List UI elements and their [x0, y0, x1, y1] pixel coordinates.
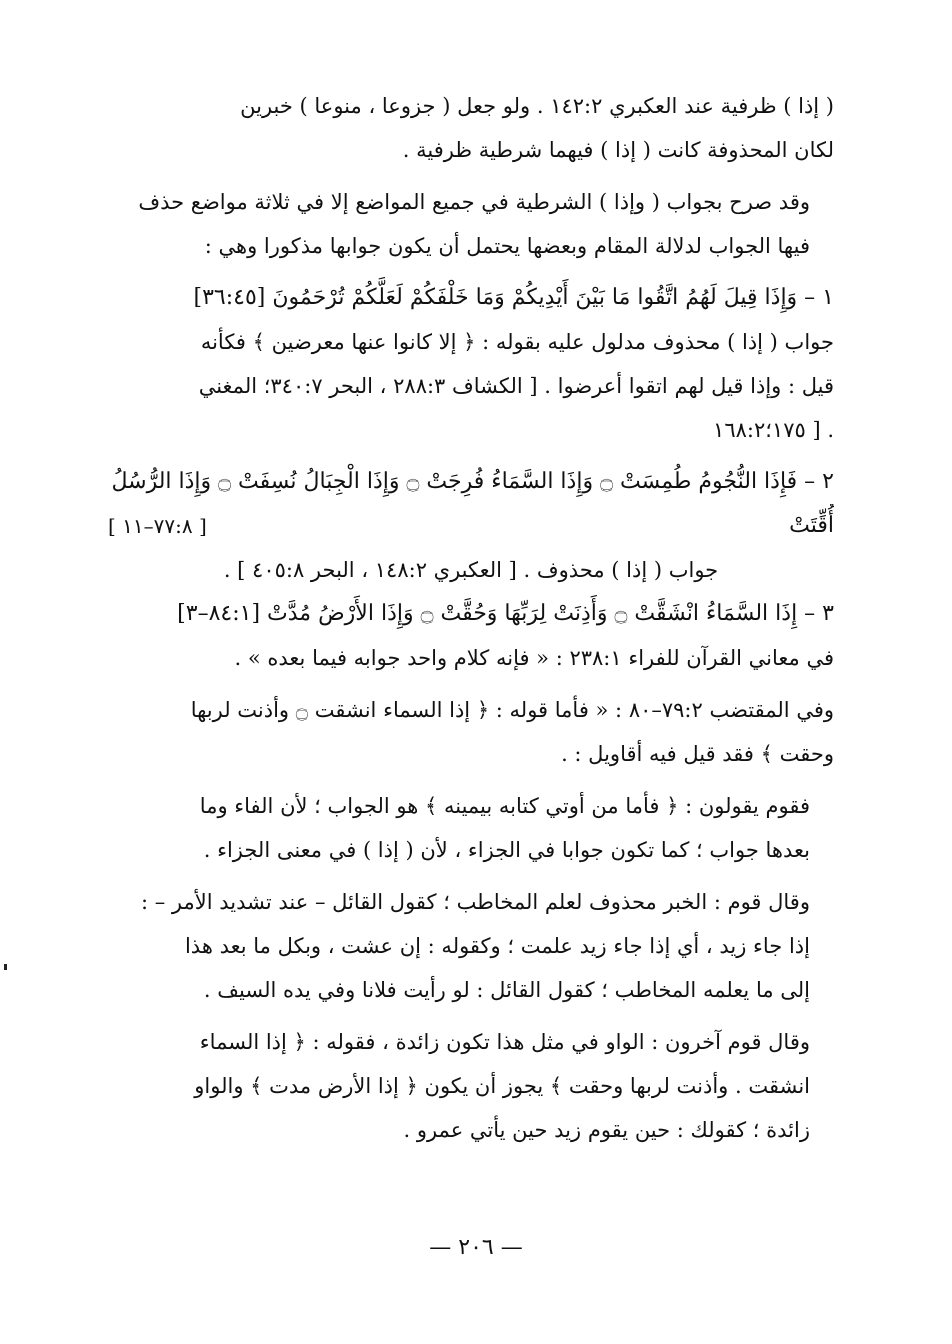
text-line: ( إذا ) ظرفية عند العكبري ١٤٢:٢ . ولو جعل ( جزوعا ، منوعا ) خبرين: [240, 94, 834, 118]
text-line: انشقت . وأذنت لربها وحقت ﴾ يجوز أن يكون ﴿ إذا الأرض مدت ﴾ والواو: [194, 1074, 810, 1098]
quran-verse: ١ – وَإِذَا قِيلَ لَهُمُ اتَّقُوا مَا بَيْنَ أَيْدِيكُمْ وَمَا خَلْفَكُمْ لَعَلَّكُمْ تُرْحَمُونَ [٣٦:٤٥]: [193, 285, 834, 310]
text-line: لكان المحذوفة كانت ( إذا ) فيهما شرطية ظرفية .: [402, 138, 834, 162]
text-line: جواب ( إذا ) محذوف . [ العكبري ١٤٨:٢ ، البحر ٤٠٥:٨ ] .: [223, 558, 719, 582]
paragraph-3: [108, 276, 834, 452]
quran-verse-continuation: أُقِّتَتْ: [789, 513, 834, 538]
paragraph-7: [108, 784, 834, 872]
text-line: وفي المقتضب ٧٩:٢–٨٠ : « فأما قوله : ﴿ إذا السماء انشقت ۝ وأذنت لربها: [190, 698, 834, 722]
text-line: قيل : وإذا قيل لهم اتقوا أعرضوا . [ الكشاف ٢٨٨:٣ ، البحر ٣٤٠:٧؛ المغني: [198, 374, 834, 398]
text-line: إلى ما يعلمه المخاطب ؛ كقول القائل : لو رأيت فلانا وفي يده السيف .: [203, 978, 810, 1002]
paragraph-6: [108, 688, 834, 776]
text-line: وحقت ﴾ فقد قيل فيه أقاويل : .: [561, 742, 834, 766]
text-line: بعدها جواب ؛ كما تكون جوابا في الجزاء ، لأن ( إذا ) في معنى الجزاء .: [203, 838, 810, 862]
paragraph-5: [108, 592, 834, 680]
paragraph-1: [108, 84, 834, 172]
page-number: — ٢٠٦ —: [429, 1235, 523, 1260]
text-line: زائدة ؛ كقولك : حين يقوم زيد حين يأتي عمرو .: [403, 1118, 810, 1142]
text-line: فيها الجواب لدلالة المقام وبعضها يحتمل أن يكون جوابها مذكورا وهي :: [204, 234, 810, 258]
verse-reference: [ ٧٧:٨–١١ ]: [108, 514, 207, 538]
text-line: وقال قوم : الخبر محذوف لعلم المخاطب ؛ كقول القائل – عند تشديد الأمر – :: [141, 890, 810, 914]
text-line: وقال قوم آخرون : الواو في مثل هذا تكون زائدة ، فقوله : ﴿ إذا السماء: [199, 1030, 810, 1054]
text-line: جواب ( إذا ) محذوف مدلول عليه بقوله : ﴿ إلا كانوا عنها معرضين ﴾ فكأنه: [200, 330, 834, 354]
text-line: . [ ١٧٥؛١٦٨:٢: [713, 418, 834, 442]
quran-verse: ٢ – فَإِذَا النُّجُومُ طُمِسَتْ ۝ وَإِذَا السَّمَاءُ فُرِجَتْ ۝ وَإِذَا الْجِبَالُ نُسِفَتْ ۝ وَإِذَا الرُّسُلُ: [111, 469, 834, 494]
quran-verse: ٣ – إِذَا السَّمَاءُ انْشَقَّتْ ۝ وَأَذِنَتْ لِرَبِّهَا وَحُقَّتْ ۝ وَإِذَا الأَرْضُ مُدَّتْ [٨٤:١–٣]: [177, 601, 834, 626]
text-line: فقوم يقولون : ﴿ فأما من أوتي كتابه بيمينه ﴾ هو الجواب ؛ لأن الفاء وما: [199, 794, 810, 818]
paragraph-8: [108, 880, 834, 1012]
text-line: إذا جاء زيد ، أي إذا جاء زيد علمت ؛ وكقوله : إن عشت ، وبكل ما بعد هذا: [184, 934, 810, 958]
paragraph-2: [108, 180, 834, 268]
scan-speck: [4, 964, 7, 970]
page-body: [108, 84, 834, 1152]
paragraph-9: [108, 1020, 834, 1152]
text-line: وقد صرح بجواب ( وإذا ) الشرطية في جميع المواضع إلا في ثلاثة مواضع حذف: [138, 190, 810, 214]
text-line: في معاني القرآن للفراء ٢٣٨:١ : « فإنه كلام واحد جوابه فيما بعده » .: [234, 646, 834, 670]
paragraph-4: [108, 460, 834, 592]
